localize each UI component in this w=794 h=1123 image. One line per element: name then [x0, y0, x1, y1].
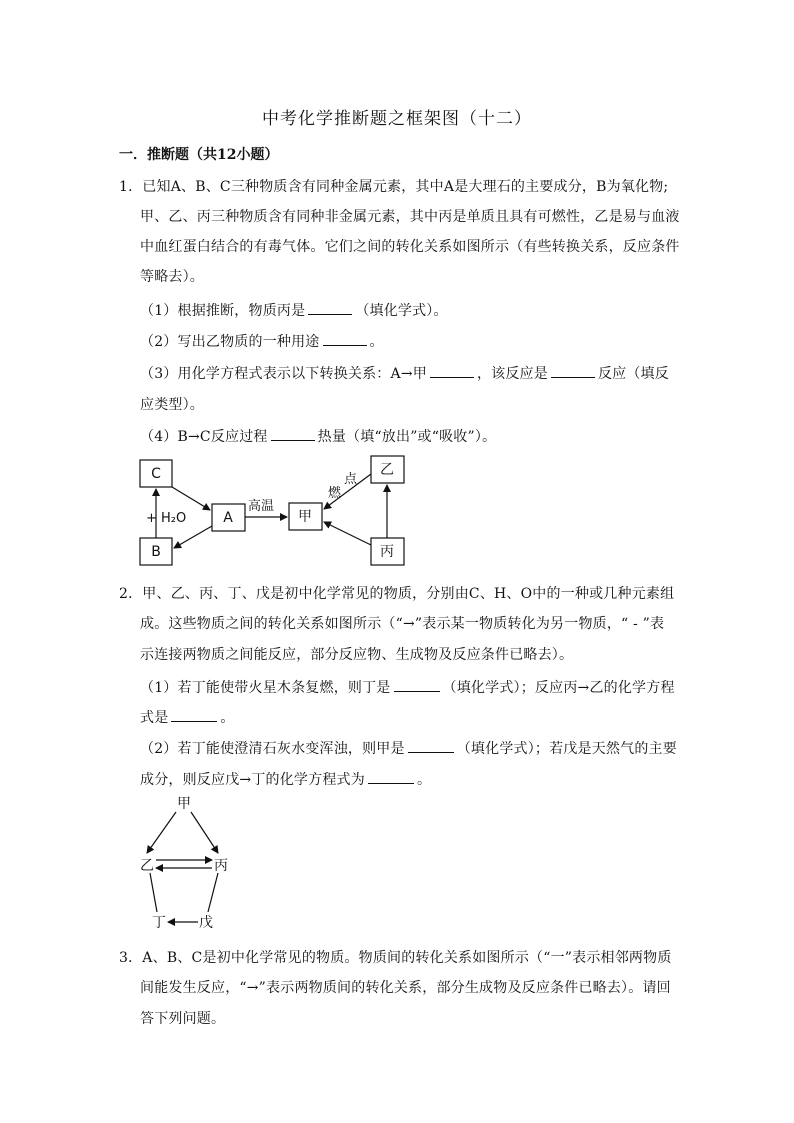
q1-label-yi: 乙	[380, 462, 394, 478]
q3-stem-line-1: 3．A、B、C是初中化学常见的物质。物质间的转化关系如图所示（“一”表示相邻两物质	[119, 950, 672, 966]
q1-part-4-text-b: 热量（填“放出”或“吸收”）。	[317, 429, 497, 445]
q1-stem-line-1: 1．已知A、B、C三种物质含有同种金属元素，其中A是大理石的主要成分，B为氧化物;	[119, 179, 669, 195]
q1-part-3-text-a: （3）用化学方程式表示以下转换关系：A→甲	[140, 366, 427, 382]
q1-stem-line-2: 甲、乙、丙三种物质含有同种非金属元素，其中丙是单质且具有可燃性，乙是易与血液	[140, 209, 680, 225]
q1-label-b: B	[151, 544, 161, 560]
q1-stem-line-3: 中血红蛋白结合的有毒气体。它们之间的转化关系如图所示（有些转换关系，反应条件	[140, 239, 680, 255]
q2-part-2-text-d: 。	[416, 772, 432, 788]
page-title: 中考化学推断题之框架图（十二）	[262, 109, 532, 129]
q1-label-bing: 丙	[380, 544, 394, 560]
q3-stem-line-2: 间能发生反应，“→”表示两物质间的转化关系，部分生成物及反应条件已略去）。请回	[140, 980, 671, 996]
q3-stem-line-3: 答下列问题。	[140, 1011, 226, 1027]
q1-label-a: A	[223, 510, 233, 526]
q2-stem-line-2: 成。这些物质之间的转化关系如图所示（“→”表示某一物质转化为另一物质，“ - ”表	[140, 616, 665, 632]
q2-part-1-text-a: （1）若丁能使带火星木条复燃，则丁是	[140, 680, 391, 696]
q1-part-4-text-a: （4）B→C反应过程	[140, 429, 268, 445]
q2-part-1-text-d: 。	[220, 710, 235, 726]
q2-link-yi-ding	[150, 873, 157, 912]
q1-part-3-cont: 应类型）。	[140, 397, 204, 413]
q2-part-1-text-c: 式是	[140, 710, 169, 726]
q2-stem-line-3: 示连接两物质之间能反应，部分反应物、生成物及反应条件已略去）。	[140, 647, 574, 663]
q2-part-2-text-b: （填化学式）；若戊是天然气的主要	[456, 741, 677, 757]
q1-part-3-text-b: ，该反应是	[476, 366, 548, 382]
q2-arrow-jia-to-bing	[191, 812, 218, 853]
q1-stem-line-4: 等略去）。	[140, 269, 204, 285]
q1-label-c: C	[151, 466, 161, 482]
q1-part-1-text-b: （填化学式）。	[355, 303, 448, 319]
q1-label-h2o: + H₂O	[146, 511, 187, 526]
section-heading: 一．推断题（共12小题）	[119, 147, 279, 163]
q1-part-2-text-b: 。	[369, 334, 384, 350]
q2-link-bing-wu	[208, 873, 218, 912]
q1-part-1-text-a: （1）根据推断，物质丙是	[140, 303, 306, 319]
q1-label-jia: 甲	[298, 509, 312, 525]
q2-label-jia: 甲	[177, 796, 191, 812]
q2-stem-line-1: 2．甲、乙、丙、丁、戊是初中化学常见的物质，分别由C、H、O中的一种或几种元素组	[119, 586, 675, 602]
q1-label-dian: 点	[344, 472, 358, 487]
q2-label-bing: 丙	[214, 858, 228, 874]
q2-part-2-text-a: （2）若丁能使澄清石灰水变浑浊，则甲是	[140, 741, 405, 757]
q2-label-ding: 丁	[152, 915, 166, 931]
q2-part-2-text-c: 成分，则反应戊→丁的化学方程式为	[140, 772, 365, 788]
q2-arrow-jia-to-yi	[147, 812, 176, 853]
q2-label-yi: 乙	[140, 858, 154, 874]
q1-part-3-text-c: 反应（填反	[597, 366, 669, 382]
q2-part-1-text-b: （填化学式）；反应丙→乙的化学方程	[442, 680, 675, 696]
q1-label-ran: 燃	[328, 486, 342, 501]
q2-label-wu: 戊	[199, 915, 213, 931]
q1-label-gaowen: 高温	[248, 499, 275, 514]
q1-part-2-text-a: （2）写出乙物质的一种用途	[140, 334, 320, 350]
